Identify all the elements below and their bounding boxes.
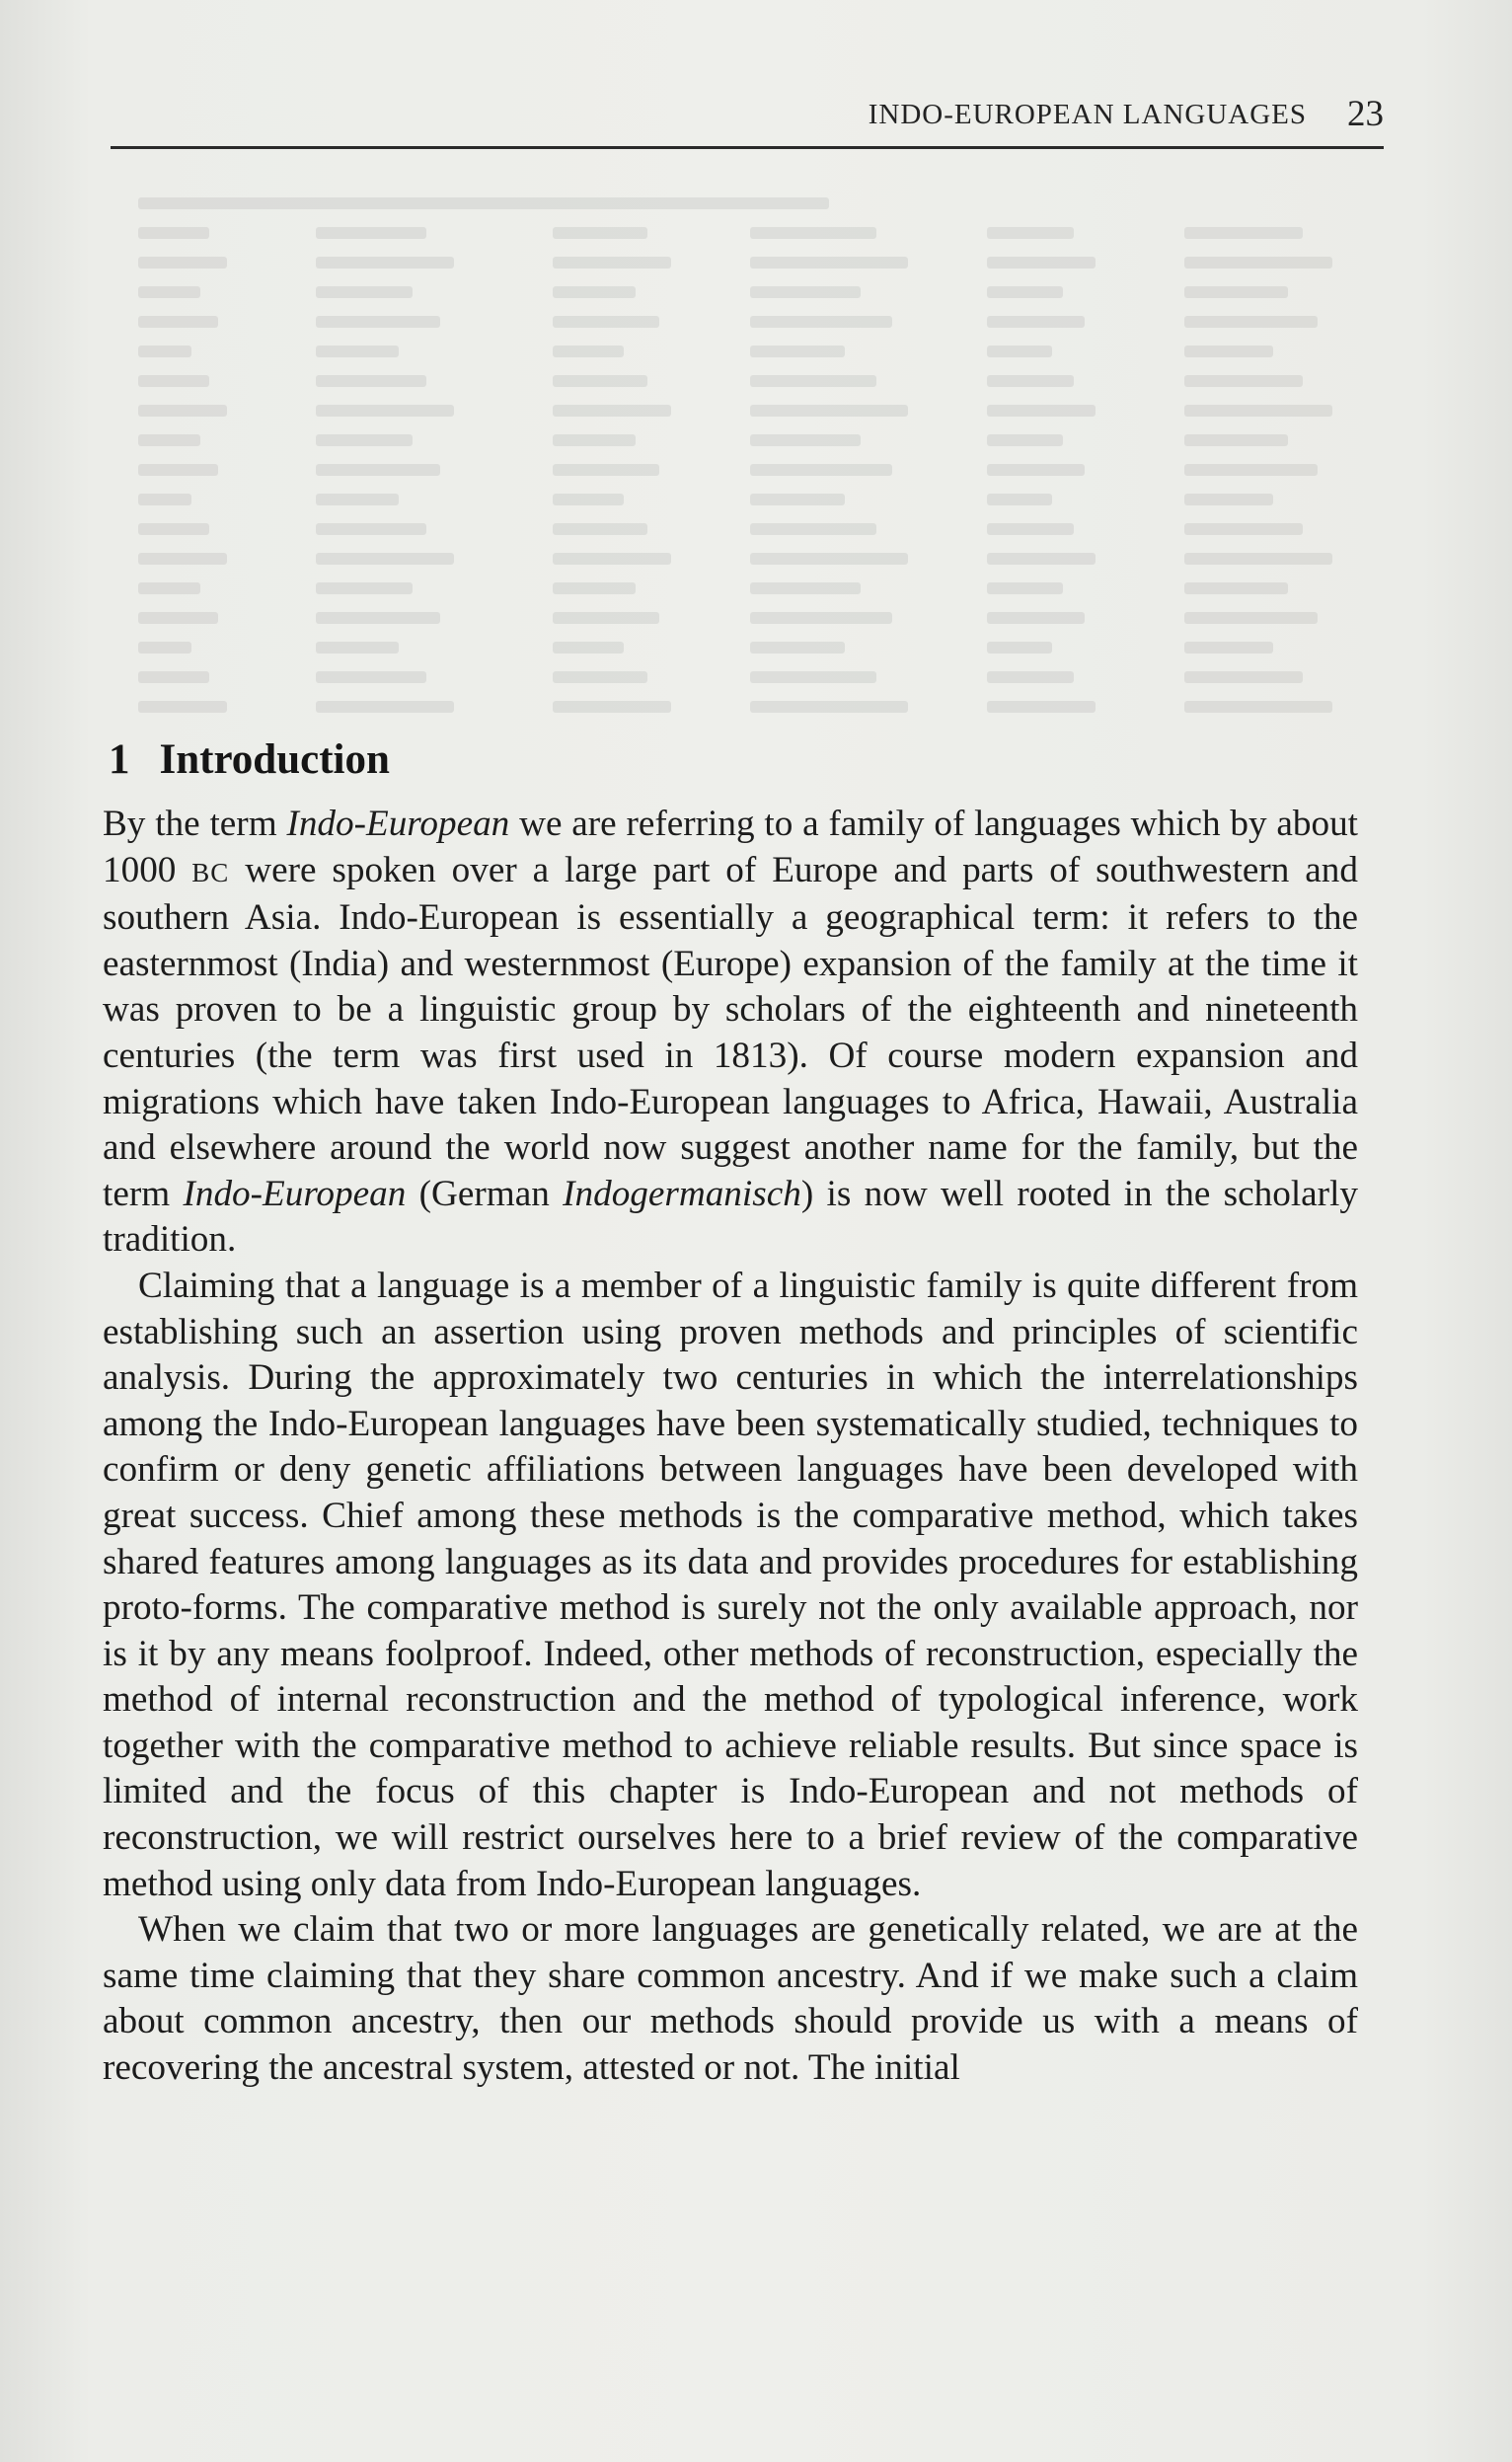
show-through-line <box>553 286 636 298</box>
show-through-line <box>553 523 647 535</box>
text-run: Indogermanisch <box>563 1173 801 1214</box>
show-through-line <box>750 642 845 654</box>
show-through-line <box>987 494 1052 505</box>
show-through-line <box>987 701 1096 713</box>
show-through-line <box>987 523 1074 535</box>
body-text <box>103 802 1358 2092</box>
show-through-line <box>553 642 624 654</box>
show-through-line <box>750 286 861 298</box>
show-through-line <box>553 464 659 476</box>
show-through-line <box>316 523 426 535</box>
show-through-line <box>750 316 892 328</box>
paragraph-1 <box>103 802 1358 1264</box>
show-through-line <box>1184 375 1303 387</box>
show-through-line <box>1184 701 1332 713</box>
show-through-line <box>987 316 1085 328</box>
show-through-line <box>138 286 200 298</box>
show-through-line <box>750 346 845 357</box>
show-through-line <box>138 405 227 417</box>
show-through-line <box>138 375 209 387</box>
show-through-line <box>316 227 426 239</box>
text-run: we are referring to a family of languages which by about 1000 <box>103 804 1358 890</box>
text-run: (German <box>406 1173 564 1214</box>
show-through-line <box>750 582 861 594</box>
show-through-line <box>987 553 1096 565</box>
show-through-line <box>138 671 209 683</box>
show-through-line <box>138 494 191 505</box>
show-through-line <box>553 405 671 417</box>
show-through-line <box>553 346 624 357</box>
show-through-line <box>553 227 647 239</box>
show-through-line <box>553 316 659 328</box>
show-through-line <box>750 612 892 624</box>
show-through-line <box>316 346 399 357</box>
show-through-line <box>316 582 413 594</box>
show-through-line <box>138 227 209 239</box>
show-through-line <box>553 701 671 713</box>
show-through-line <box>987 434 1063 446</box>
show-through-line <box>316 434 413 446</box>
show-through-line <box>987 257 1096 269</box>
section-title: Introduction <box>159 736 390 783</box>
show-through-line <box>1184 346 1273 357</box>
show-through-line <box>1184 257 1332 269</box>
show-through-line <box>1184 582 1288 594</box>
show-through-line <box>750 375 876 387</box>
show-through-line <box>987 671 1074 683</box>
show-through-line <box>1184 494 1273 505</box>
text-run: Indo-European <box>286 804 510 844</box>
show-through-line <box>553 553 671 565</box>
text-run: Claiming that a language is a member of a linguistic family is quite different from establishing such an assertion using proven methods and principles of scientific analysis. During the approximately two centuries in which the interrelationships among the Indo-European languages have been systematically studied, techniques to confirm or deny genetic affiliations between languages have been developed with great success. Chief among these methods is the comparative method, which takes shared features among languages as its data and provides procedures for establishing proto-forms. The comparative method is surely not the only available approach, nor is it by any means foolproof. Indeed, other methods of reconstruction, especially the method of internal reconstruction and the method of typological inference, work together with the comparative method to achieve reliable results. But since space is limited and the focus of this chapter is Indo-European and not methods of reconstruction, we will restrict ourselves here to a brief review of the comparative method using only data from Indo-European languages. <box>103 1265 1358 1904</box>
show-through-line <box>1184 671 1303 683</box>
show-through-line <box>1184 553 1332 565</box>
show-through-line <box>987 375 1074 387</box>
show-through-line <box>1184 642 1273 654</box>
show-through-line <box>987 612 1085 624</box>
show-through-line <box>316 701 454 713</box>
show-through-line <box>316 375 426 387</box>
show-through-line <box>316 286 413 298</box>
show-through-line <box>987 642 1052 654</box>
show-through-line <box>1184 405 1332 417</box>
show-through-line <box>316 464 440 476</box>
paragraph-3 <box>103 1907 1358 2091</box>
show-through-line <box>316 257 454 269</box>
show-through-line <box>138 464 218 476</box>
text-run: BC <box>191 857 230 887</box>
show-through-line <box>316 405 454 417</box>
show-through-line <box>1184 286 1288 298</box>
show-through-line <box>316 671 426 683</box>
show-through-line <box>138 346 191 357</box>
show-through-line <box>1184 612 1318 624</box>
show-through-line <box>987 464 1085 476</box>
section-number: 1 <box>109 736 130 783</box>
show-through-line <box>138 701 227 713</box>
text-run: By the term <box>103 804 287 844</box>
show-through-line <box>750 553 908 565</box>
show-through-line <box>553 434 636 446</box>
show-through-line <box>138 257 227 269</box>
show-through-line <box>138 553 227 565</box>
running-head-title: INDO-EUROPEAN LANGUAGES <box>868 99 1307 130</box>
show-through-line <box>138 642 191 654</box>
show-through-line <box>987 346 1052 357</box>
show-through-line <box>138 434 200 446</box>
text-run: ) is now well rooted in the scholarly tradition. <box>103 1173 1358 1261</box>
show-through-line <box>138 523 209 535</box>
show-through-line <box>553 494 624 505</box>
show-through-line <box>316 553 454 565</box>
show-through-line <box>138 612 218 624</box>
show-through-line <box>553 375 647 387</box>
show-through-line <box>1184 316 1318 328</box>
show-through-line <box>750 671 876 683</box>
show-through-line <box>987 405 1096 417</box>
show-through-line <box>1184 523 1303 535</box>
show-through-line <box>750 434 861 446</box>
show-through-line <box>316 316 440 328</box>
show-through-line <box>750 523 876 535</box>
text-run: When we claim that two or more languages are genetically related, we are at the same time claiming that they share common ancestry. And if we make such a claim about common ancestry, then our methods should provide us with a means of recovering the ancestral system, attested or not. The initial <box>103 1909 1358 2089</box>
show-through-line <box>1184 464 1318 476</box>
show-through-line <box>750 257 908 269</box>
section-heading <box>109 735 390 784</box>
show-through-line <box>987 227 1074 239</box>
show-through-line <box>750 701 908 713</box>
text-run: were spoken over a large part of Europe and parts of southwestern and southern Asia. Indo-European is essentially a geographical term: it refers to the easternmost (India) and westernmost (Europe) expansion of the family at the time it was proven to be a linguistic group by scholars of the eighteenth and nineteenth centuries (the term was first used in 1813). Of course modern expansion and migrations which have taken Indo-European languages to Africa, Hawaii, Australia and elsewhere around the world now suggest another name for the family, but the term <box>103 849 1358 1214</box>
running-head <box>111 87 1384 149</box>
show-through-line <box>316 612 440 624</box>
show-through-line <box>750 227 876 239</box>
text-run: Indo-European <box>183 1173 407 1214</box>
show-through-table <box>138 188 1372 740</box>
show-through-line <box>987 286 1063 298</box>
show-through-line <box>138 582 200 594</box>
show-through-line <box>316 494 399 505</box>
show-through-line <box>553 671 647 683</box>
page-number: 23 <box>1347 94 1384 134</box>
show-through-line <box>750 464 892 476</box>
show-through-line <box>316 642 399 654</box>
paragraph-2 <box>103 1264 1358 1907</box>
show-through-line <box>750 494 845 505</box>
show-through-line <box>1184 434 1288 446</box>
show-through-line <box>750 405 908 417</box>
show-through-line <box>553 257 671 269</box>
show-through-line <box>1184 227 1303 239</box>
show-through-line <box>138 316 218 328</box>
show-through-line <box>138 197 829 209</box>
show-through-line <box>553 582 636 594</box>
show-through-line <box>553 612 659 624</box>
show-through-line <box>987 582 1063 594</box>
